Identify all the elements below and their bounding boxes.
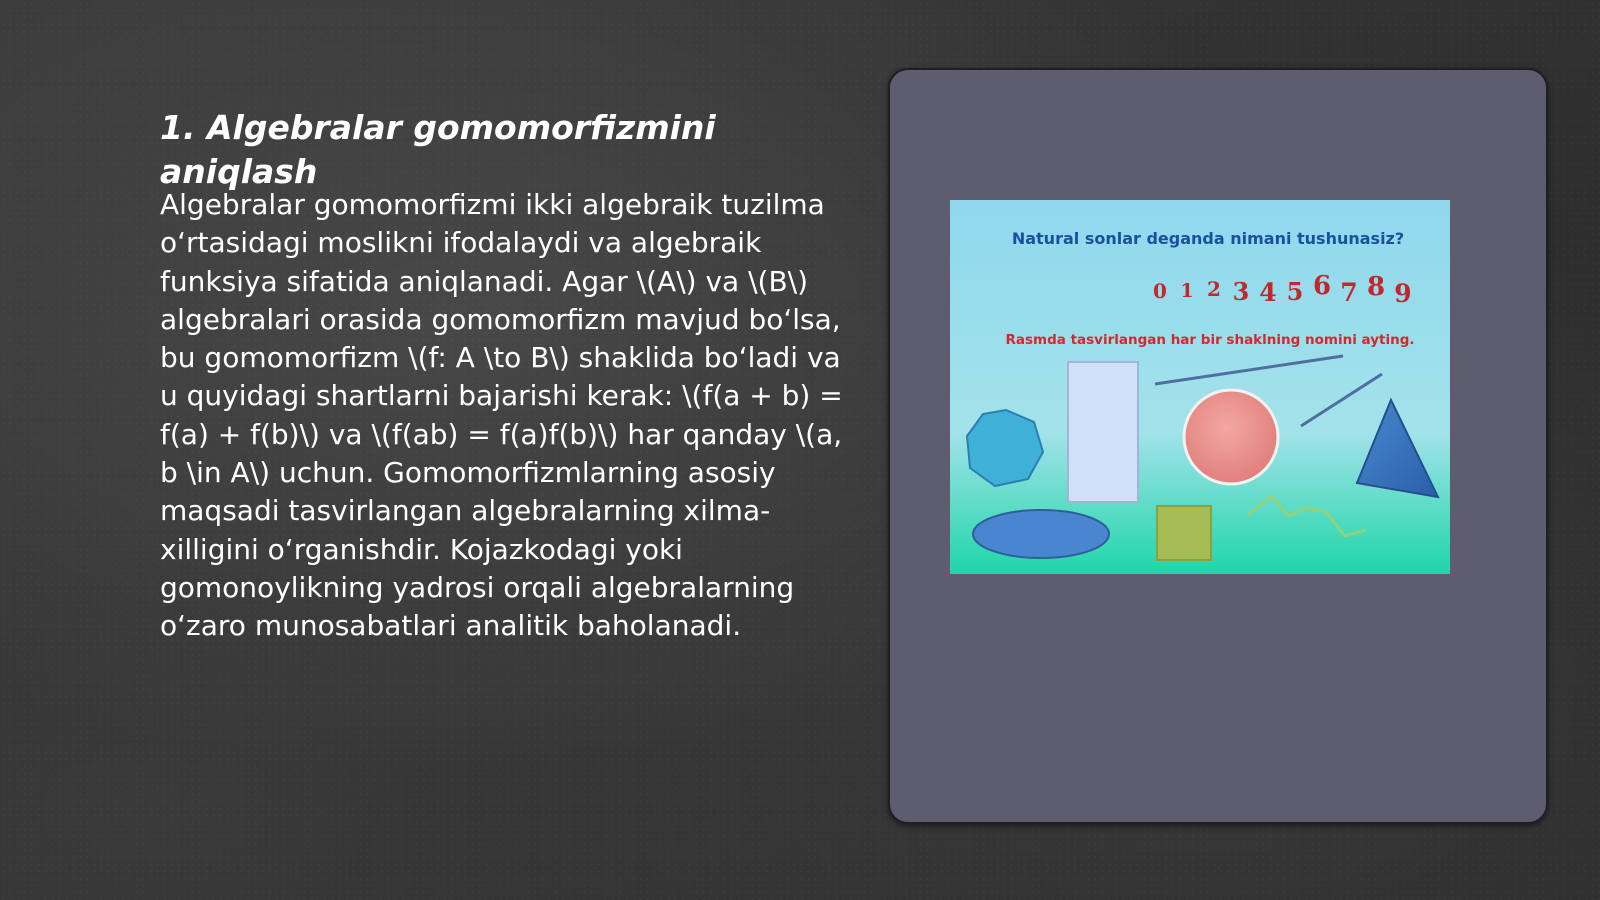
slide-body-text: Algebralar gomomorfizmi ikki algebraik tuzilma o‘rtasidagi moslikni ifodalaydi va algebraik funksiya sifatida aniqlanadi. Agar \(A\) va \(B\) algebralari orasida gomomorfizm mavjud bo‘lsa, bu gomomorfizm \(f: A \to B\) shaklida bo‘ladi va u quyidagi shartlarni bajarishi kerak: \(f(a + b) = f(a) + f(b)\) va \(f(ab) = f(a)f(b)\) har qanday \(a, b \in A\) uchun. Gomomorfizmlarning asosiy maqsadi tasvirlangan algebralarning xilma-xilligini o‘rganishdir. Kojazkodagi yoki gomonoylikning yadrosi orqali algebralarning o‘zaro munosabatlari analitik baholanadi.: [160, 188, 843, 643]
question-text: Natural sonlar deganda nimani tushunasiz?: [1011, 229, 1405, 248]
digit-8: 8: [1366, 272, 1386, 302]
circle-shape: [1184, 390, 1278, 484]
ellipse-shape: [973, 510, 1109, 558]
digit-4: 4: [1259, 278, 1277, 307]
instruction-text: Rasmda tasvirlangan har bir shaklning nomini ayting.: [1005, 332, 1415, 348]
digit-6: 6: [1312, 271, 1332, 301]
digit-3: 3: [1232, 277, 1250, 306]
rectangle-shape: [1068, 362, 1138, 502]
slide-title: 1. Algebralar gomomorfizmini aniqlash: [160, 108, 716, 191]
digit-1: 1: [1180, 280, 1194, 302]
embedded-slide-image: [950, 200, 1450, 574]
square-shape: [1157, 506, 1211, 560]
digit-2: 2: [1207, 277, 1221, 301]
digit-5: 5: [1286, 277, 1304, 306]
digit-7: 7: [1340, 278, 1358, 307]
embedded-slide-svg: [950, 200, 1450, 574]
digit-9: 9: [1394, 279, 1412, 308]
digit-0: 0: [1153, 279, 1167, 303]
